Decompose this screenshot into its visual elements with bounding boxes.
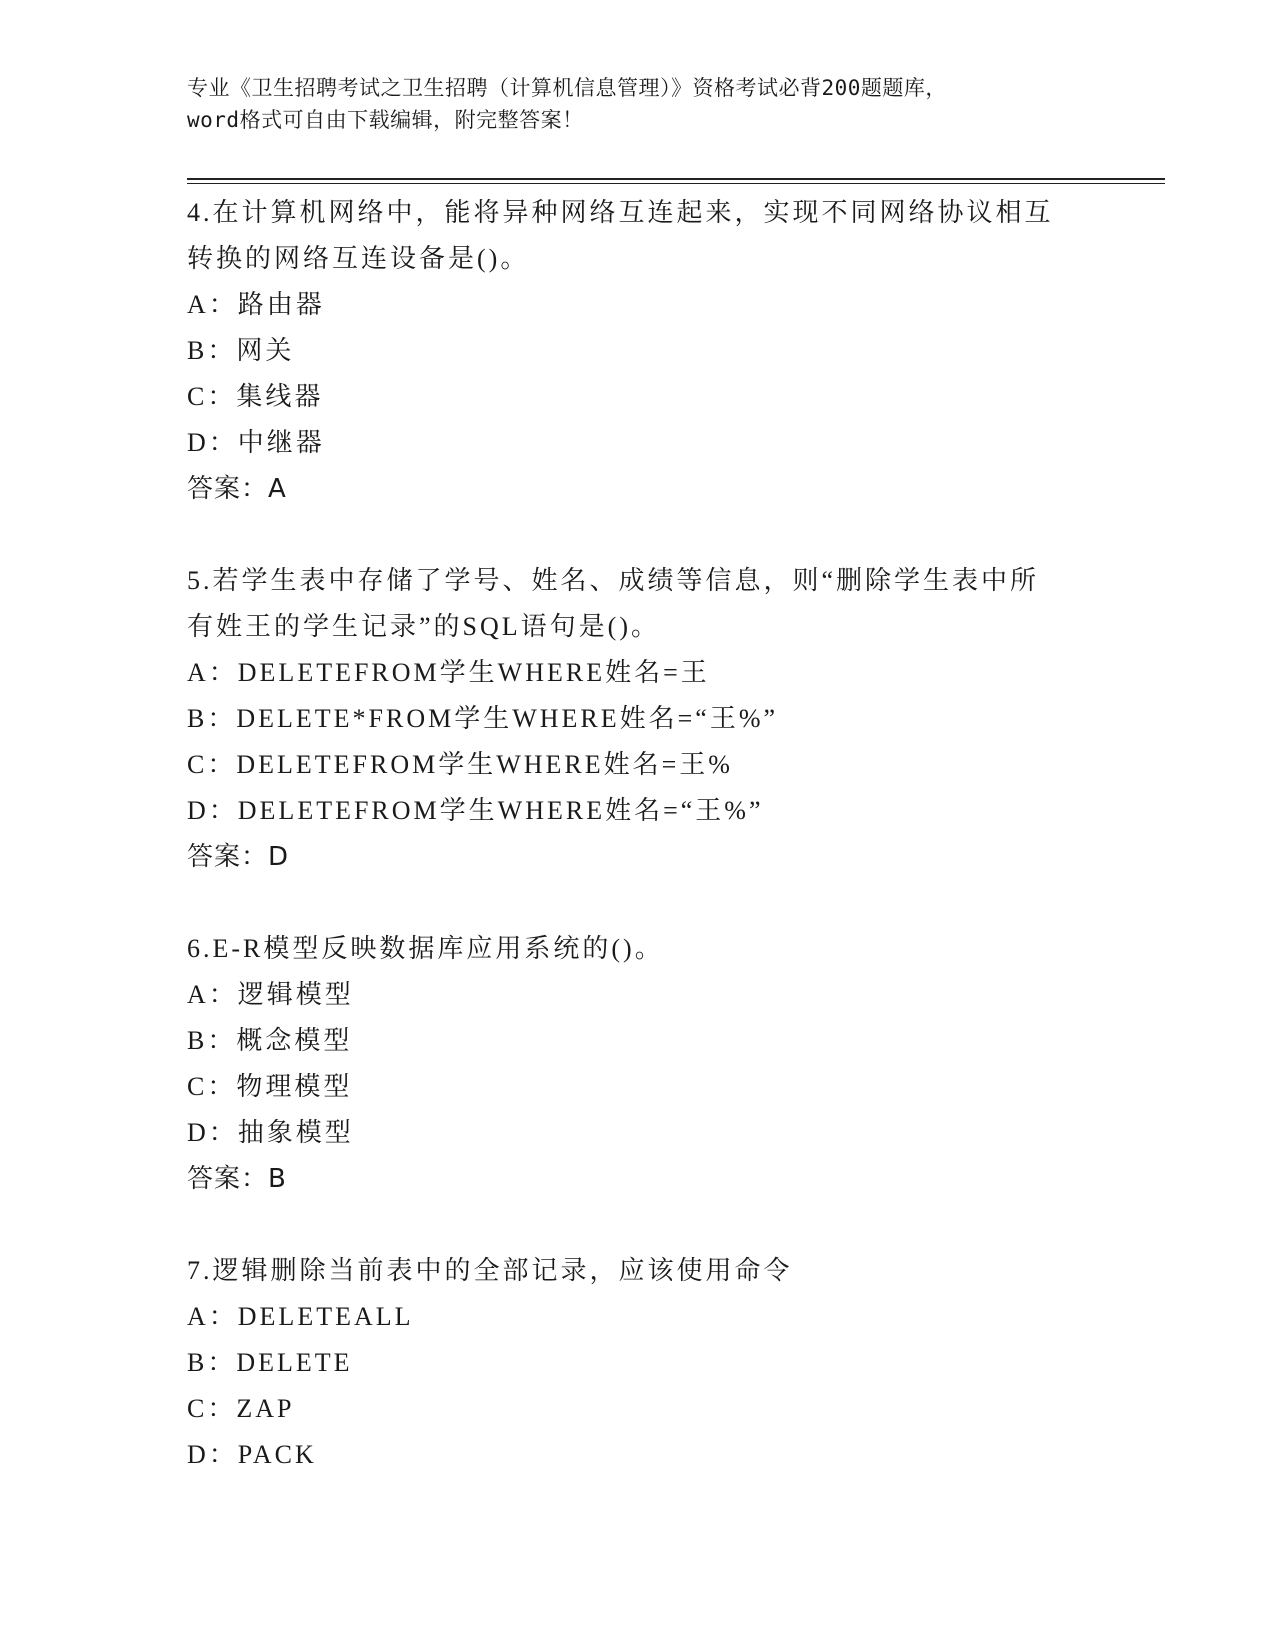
document-header [187,72,1087,136]
question-list [187,190,1087,1478]
option-d: D：中继器 [187,428,325,457]
option-b: B：DELETE*FROM学生WHERE姓名=“王%” [187,704,779,733]
header-divider-thin [187,183,1165,184]
header-line-1: 专业《卫生招聘考试之卫生招聘（计算机信息管理）》资格考试必背200题题库， [187,76,947,100]
question-7 [187,1248,1087,1478]
question-stem-line: 转换的网络互连设备是()。 [187,244,530,273]
option-d: D：DELETEFROM学生WHERE姓名=“王%” [187,796,764,825]
option-c: C：ZAP [187,1394,295,1423]
option-a: A：逻辑模型 [187,980,354,1009]
option-c: C：集线器 [187,382,324,411]
option-d: D：抽象模型 [187,1118,354,1147]
answer-line: 答案：B [187,1164,287,1194]
question-stem-line: 6.E-R模型反映数据库应用系统的()。 [187,934,664,963]
spacer [187,880,1087,926]
option-b: B：概念模型 [187,1026,353,1055]
question-stem-line: 7.逻辑删除当前表中的全部记录，应该使用命令 [187,1256,793,1285]
option-d: D：PACK [187,1440,317,1469]
spacer [187,1202,1087,1248]
option-b: B：DELETE [187,1348,353,1377]
header-divider-thick [187,178,1165,180]
question-stem-line: 4.在计算机网络中，能将异种网络互连起来，实现不同网络协议相互 [187,198,1054,227]
question-stem-line: 有姓王的学生记录”的SQL语句是()。 [187,612,660,641]
option-a: A：DELETEALL [187,1302,414,1331]
header-line-2: word格式可自由下载编辑，附完整答案！ [187,108,584,132]
option-b: B：网关 [187,336,295,365]
option-a: A：路由器 [187,290,325,319]
option-c: C：物理模型 [187,1072,353,1101]
answer-line: 答案：A [187,474,287,504]
option-a: A：DELETEFROM学生WHERE姓名=王 [187,658,710,687]
question-stem-line: 5.若学生表中存储了学号、姓名、成绩等信息，则“删除学生表中所 [187,566,1040,595]
question-6 [187,926,1087,1202]
question-4 [187,190,1087,512]
answer-line: 答案：D [187,842,290,872]
spacer [187,512,1087,558]
option-c: C：DELETEFROM学生WHERE姓名=王% [187,750,733,779]
question-5 [187,558,1087,880]
